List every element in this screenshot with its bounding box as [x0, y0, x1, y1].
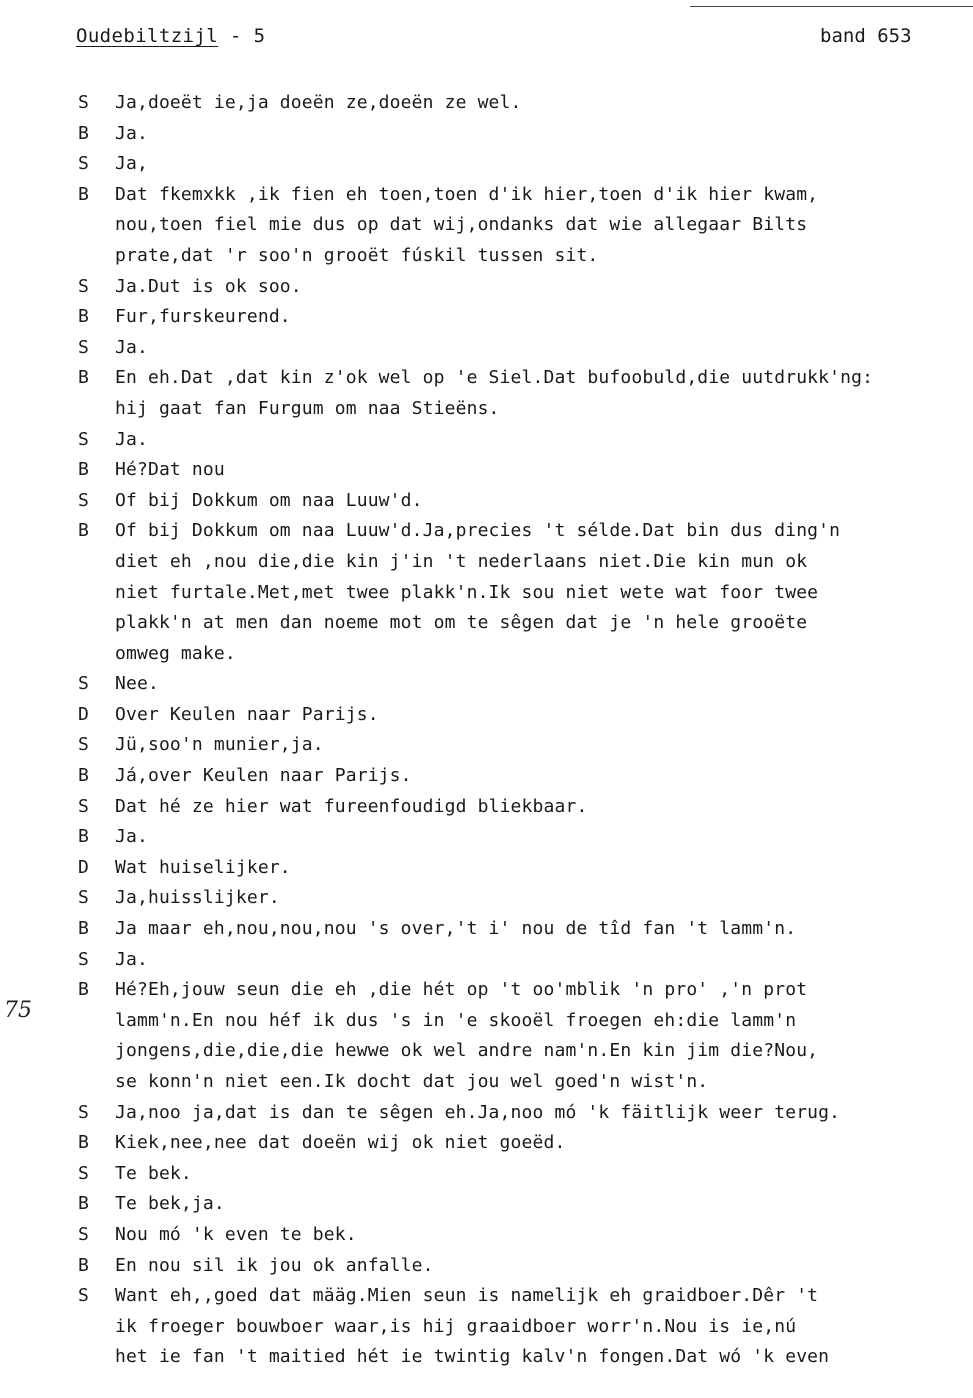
speaker-label: D: [78, 856, 89, 878]
utterance: [115, 88, 965, 119]
utterance: [115, 333, 965, 364]
utterance-line: ik froeger bouwboer waar,is hij graaidboer worr'n.Nou is ie,nú: [115, 1315, 797, 1337]
utterance-line: Of bij Dokkum om naa Luuw'd.: [115, 489, 423, 511]
speaker-label: S: [78, 1285, 89, 1307]
top-rule: [690, 6, 973, 7]
transcript-turn: [0, 700, 973, 731]
utterance-line: Of bij Dokkum om naa Luuw'd.Ja,precies 't sélde.Dat bin dus ding'n: [115, 520, 841, 542]
speaker-label: S: [78, 1101, 89, 1123]
utterance: [115, 822, 965, 853]
utterance: [115, 1220, 965, 1251]
speaker-label: B: [78, 1193, 89, 1215]
transcript-turn: [0, 1159, 973, 1190]
utterance-line: hij gaat fan Furgum om naa Stieëns.: [115, 397, 500, 419]
speaker-label: B: [78, 918, 89, 940]
utterance-line: Nou mó 'k even te bek.: [115, 1223, 357, 1245]
utterance-line: het ie fan 't maitied hét ie twintig kalv'n fongen.Dat wó 'k even: [115, 1346, 830, 1368]
utterance-line: Ja,doeët ie,ja doeën ze,doeën ze wel.: [115, 92, 522, 113]
speaker-label: B: [78, 459, 89, 481]
utterance-line: jongens,die,die,die hewwe ok wel andre nam'n.En kin jim die?Nou,: [115, 1040, 819, 1062]
margin-note: 75: [4, 998, 32, 1023]
utterance: [115, 700, 965, 731]
transcript-turn: [0, 149, 973, 180]
utterance-line: Hé?Dat nou: [115, 459, 225, 481]
utterance: [115, 945, 965, 976]
speaker-label: S: [78, 489, 89, 511]
utterance-line: Te bek,ja.: [115, 1193, 225, 1215]
utterance-line: Kiek,nee,nee dat doeën wij ok niet goeëd.: [115, 1132, 566, 1154]
utterance: [115, 853, 965, 884]
speaker-label: B: [78, 306, 89, 328]
speaker-label: B: [78, 1132, 89, 1154]
speaker-label: B: [78, 765, 89, 787]
transcript-turn: [0, 883, 973, 914]
utterance-line: Hé?Eh,jouw seun die eh ,die hét op 't oo'mblik 'n pro' ,'n prot: [115, 979, 808, 1001]
transcript-turn: [0, 119, 973, 150]
utterance: [115, 975, 965, 1097]
utterance: [115, 792, 965, 823]
utterance-line: Ja.: [115, 428, 148, 450]
transcript-turn: [0, 363, 973, 424]
utterance: [115, 883, 965, 914]
speaker-label: S: [78, 153, 89, 175]
speaker-label: S: [78, 1162, 89, 1184]
utterance-line: Ja.: [115, 122, 148, 144]
utterance: [115, 180, 965, 272]
transcript-turn: [0, 1189, 973, 1220]
speaker-label: S: [78, 92, 89, 113]
utterance-line: Wat huiselijker.: [115, 856, 291, 878]
utterance-line: Jü,soo'n munier,ja.: [115, 734, 324, 756]
speaker-label: B: [78, 979, 89, 1001]
speaker-label: S: [78, 948, 89, 970]
utterance: [115, 486, 965, 517]
transcript-turn: [0, 669, 973, 700]
transcript-turn: [0, 945, 973, 976]
speaker-label: S: [78, 887, 89, 909]
utterance: [115, 363, 965, 424]
page-header-left: [76, 25, 265, 47]
utterance-line: Ja,: [115, 153, 148, 175]
utterance-line: Ja.Dut is ok soo.: [115, 275, 302, 297]
utterance-line: Te bek.: [115, 1162, 192, 1184]
utterance-line: Over Keulen naar Parijs.: [115, 703, 379, 725]
utterance: [115, 669, 965, 700]
transcript-turn: [0, 88, 973, 119]
transcript-turn: [0, 455, 973, 486]
utterance-line: En nou sil ik jou ok anfalle.: [115, 1254, 434, 1276]
utterance: [115, 272, 965, 303]
utterance-line: niet furtale.Met,met twee plakk'n.Ik sou niet wete wat foor twee: [115, 581, 819, 603]
transcript-turn: [0, 1281, 973, 1373]
utterance-line: plakk'n at men dan noeme mot om te sêgen dat je 'n hele grooëte: [115, 612, 808, 634]
place-name: Oudebiltzijl: [76, 25, 219, 47]
speaker-label: S: [78, 734, 89, 756]
transcript-turn: [0, 180, 973, 272]
utterance-line: lamm'n.En nou héf ik dus 's in 'e skooël froegen eh:die lamm'n: [115, 1009, 797, 1031]
utterance-line: En eh.Dat ,dat kin z'ok wel op 'e Siel.Dat bufoobuld,die uutdrukk'ng:: [115, 367, 874, 389]
utterance-line: Dat fkemxkk ,ik fien eh toen,toen d'ik hier,toen d'ik hier kwam,: [115, 183, 819, 205]
utterance: [115, 149, 965, 180]
transcript-turn: [0, 822, 973, 853]
utterance-line: Ja,noo ja,dat is dan te sêgen eh.Ja,noo mó 'k fäitlijk weer terug.: [115, 1101, 841, 1123]
utterance: [115, 119, 965, 150]
utterance-line: Ja.: [115, 336, 148, 358]
utterance: [115, 1251, 965, 1282]
transcript: [0, 88, 973, 1373]
transcript-turn: [0, 975, 973, 1097]
transcript-turn: [0, 914, 973, 945]
speaker-label: S: [78, 336, 89, 358]
transcript-turn: [0, 1220, 973, 1251]
transcript-turn: [0, 853, 973, 884]
speaker-label: B: [78, 183, 89, 205]
utterance-line: Ja.: [115, 948, 148, 970]
speaker-label: S: [78, 275, 89, 297]
speaker-label: B: [78, 1254, 89, 1276]
utterance: [115, 516, 965, 669]
utterance-line: Já,over Keulen naar Parijs.: [115, 765, 412, 787]
utterance-line: omweg make.: [115, 642, 236, 664]
utterance-line: nou,toen fiel mie dus op dat wij,ondanks dat wie allegaar Bilts: [115, 214, 808, 236]
transcript-turn: [0, 761, 973, 792]
utterance-line: prate,dat 'r soo'n grooët fúskil tussen sit.: [115, 244, 599, 266]
transcript-turn: [0, 272, 973, 303]
transcript-turn: [0, 1128, 973, 1159]
utterance: [115, 730, 965, 761]
transcript-turn: [0, 730, 973, 761]
utterance-line: Nee.: [115, 673, 159, 695]
utterance-line: Fur,furskeurend.: [115, 306, 291, 328]
utterance: [115, 1159, 965, 1190]
utterance: [115, 1128, 965, 1159]
utterance: [115, 761, 965, 792]
transcript-turn: [0, 333, 973, 364]
transcript-turn: [0, 792, 973, 823]
speaker-label: D: [78, 703, 89, 725]
utterance-line: Dat hé ze hier wat fureenfoudigd bliekbaar.: [115, 795, 588, 817]
speaker-label: B: [78, 367, 89, 389]
speaker-label: B: [78, 826, 89, 848]
transcript-turn: [0, 425, 973, 456]
utterance: [115, 302, 965, 333]
speaker-label: S: [78, 673, 89, 695]
speaker-label: B: [78, 520, 89, 542]
utterance-line: se konn'n niet een.Ik docht dat jou wel goed'n wist'n.: [115, 1071, 709, 1092]
speaker-label: B: [78, 122, 89, 144]
transcript-turn: [0, 302, 973, 333]
utterance: [115, 425, 965, 456]
utterance: [115, 455, 965, 486]
band-number: band 653: [820, 25, 912, 47]
utterance-line: Want eh,,goed dat määg.Mien seun is namelijk eh graidboer.Dêr 't: [115, 1285, 819, 1307]
speaker-label: S: [78, 428, 89, 450]
utterance: [115, 1281, 965, 1373]
utterance-line: Ja.: [115, 826, 148, 848]
transcript-turn: [0, 486, 973, 517]
speaker-label: S: [78, 795, 89, 817]
utterance: [115, 1189, 965, 1220]
utterance: [115, 1098, 965, 1129]
utterance-line: Ja,huisslijker.: [115, 887, 280, 909]
utterance-line: diet eh ,nou die,die kin j'in 't nederlaans niet.Die kin mun ok: [115, 550, 808, 572]
transcript-turn: [0, 1098, 973, 1129]
utterance-line: Ja maar eh,nou,nou,nou 's over,'t i' nou de tîd fan 't lamm'n.: [115, 918, 797, 940]
transcript-turn: [0, 516, 973, 669]
speaker-label: S: [78, 1223, 89, 1245]
transcript-turn: [0, 1251, 973, 1282]
utterance: [115, 914, 965, 945]
page-number: - 5: [218, 25, 266, 47]
